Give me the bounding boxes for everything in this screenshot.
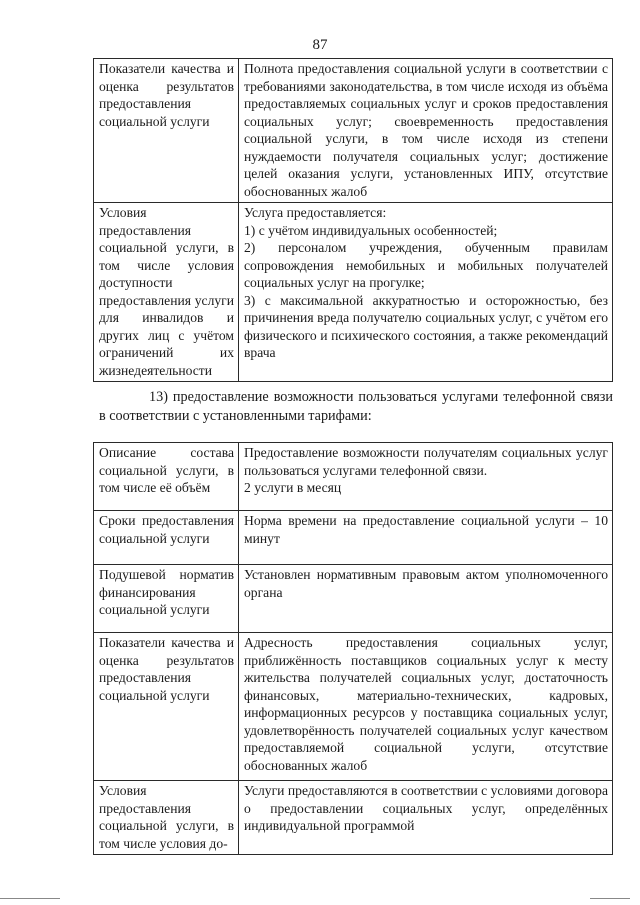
table-row [94,443,613,511]
table-row [94,203,613,382]
row-label: Описание состава социальной услуги, в том числе её объём [94,443,239,511]
row-label: Показатели качества и оценка результатов предоставления социальной услуги [94,633,239,781]
row-label: Условия предоставления социальной услуги, в том числе условия до- [94,781,239,855]
page-number: 87 [312,37,328,53]
row-label: Сроки предоставления социальной услуги [94,511,239,565]
value-line: 1) с учётом индивидуальных особенностей; [244,222,498,238]
service-conditions-table-1 [93,58,613,382]
row-label: Условия предоставления социальной услуги, в том числе условия доступности предоставления услуги для инвалидов и других лиц с учётом ограничений их жизнедеятельности [94,203,239,382]
row-value [239,781,613,855]
value-line: Услуга предоставляется: [244,205,387,220]
service-conditions-table-2 [93,442,613,855]
row-value [239,565,613,633]
value-line: Установлен нормативным правовым актом уполномоченного органа [244,567,608,600]
value-line: 2) персоналом учреждения, обученным правилам сопровождения немобильных и мобильных получателей социальных услуг на прогулке; [244,240,608,290]
scan-edge-mark [0,898,60,899]
table-row [94,59,613,203]
value-line: 3) с максимальной аккуратностью и осторожностью, без причинения вреда получателю социальных услуг, с учётом его физического и психического состояния, а также рекомендаций врача [244,292,608,360]
scan-edge-mark [590,898,630,899]
table-row [94,781,613,855]
row-value [239,511,613,565]
value-line: Предоставление возможности получателям социальных услуг пользоваться услугами телефонной связи. [244,445,608,478]
table-row [94,633,613,781]
value-line: Адресность предоставления социальных услуг, приближённость поставщиков социальных услуг к месту жительства получателей социальных услуг, достаточность финансовых, материально-технических, кадровых, информационных ресурсов у поставщика социальных услуг, удовлетворённость получателей социальных услуг качеством предоставляемой социальной услуги, отсутствие обоснованных жалоб [244,635,608,773]
row-value [239,203,613,382]
value-line: 2 услуги в месяц [244,480,342,495]
row-value [239,633,613,781]
row-value [239,443,613,511]
value-line: Норма времени на предоставление социальной услуги – 10 минут [244,513,608,546]
row-label: Подушевой норматив финансирования социальной услуги [94,565,239,633]
value-line: Услуги предоставляются в соответствии с условиями договора о предоставлении социальных услуг, определённых индивидуальной программой [244,783,608,833]
table-row [94,511,613,565]
service-item-paragraph: 13) предоставление возможности пользоваться услугами телефонной связи в соответствии с установленными тарифами: [99,389,613,424]
value-line: Полнота предоставления социальной услуги в соответствии с требованиями законодательства, в том числе исходя из объёма предоставляемых социальных услуг и сроков предоставления социальных услуг; своевременность предоставления социальной услуги, в том числе исходя из степени нуждаемости получателя социальных услуг; достижение целей оказания услуги, установленных ИПУ, отсутствие обоснованных жалоб [244,61,608,199]
row-value [239,59,613,203]
row-label: Показатели качества и оценка результатов предоставления социальной услуги [94,59,239,203]
table-row [94,565,613,633]
